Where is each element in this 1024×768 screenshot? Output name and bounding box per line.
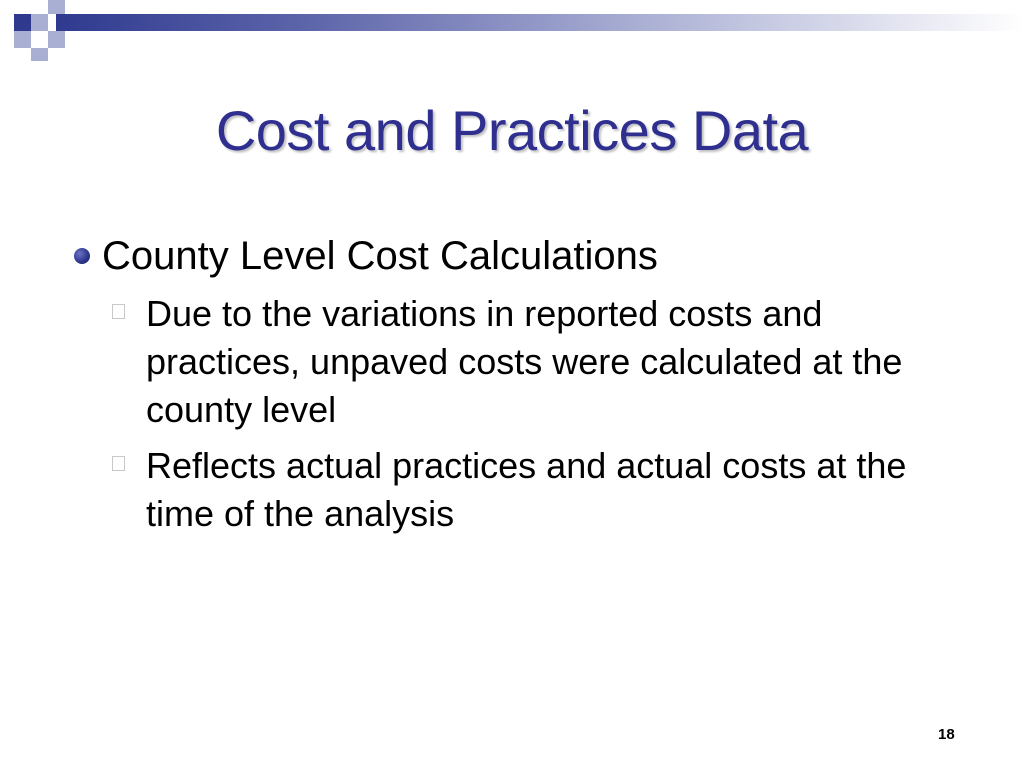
sub-bullet-text: Reflects actual practices and actual costs at the time of the analysis bbox=[146, 445, 907, 534]
sub-bullet-square-icon bbox=[112, 304, 125, 319]
header-decoration-square bbox=[31, 14, 48, 31]
header-decoration-square bbox=[14, 14, 31, 31]
sub-bullet-square-icon bbox=[112, 456, 125, 471]
slide-body bbox=[64, 230, 964, 538]
header-decoration-square bbox=[48, 31, 65, 48]
header-decoration-square bbox=[0, 14, 14, 31]
header-decoration-square bbox=[48, 0, 65, 14]
header-decoration-square bbox=[31, 31, 48, 48]
header-decoration-square bbox=[31, 48, 48, 61]
header-decoration-square bbox=[14, 31, 31, 48]
bullet-text: County Level Cost Calculations bbox=[102, 234, 658, 278]
bullet-dot-icon bbox=[74, 248, 90, 264]
slide-title: Cost and Practices Data bbox=[215, 99, 809, 162]
bullet-item bbox=[64, 230, 964, 282]
page-number: 18 bbox=[938, 726, 955, 743]
sub-bullet-text: Due to the variations in reported costs and practices, unpaved costs were calculated at the county level bbox=[146, 293, 903, 430]
sub-bullet-item bbox=[146, 290, 926, 434]
header-gradient-bar bbox=[56, 14, 1024, 31]
sub-bullet-item bbox=[146, 442, 926, 538]
